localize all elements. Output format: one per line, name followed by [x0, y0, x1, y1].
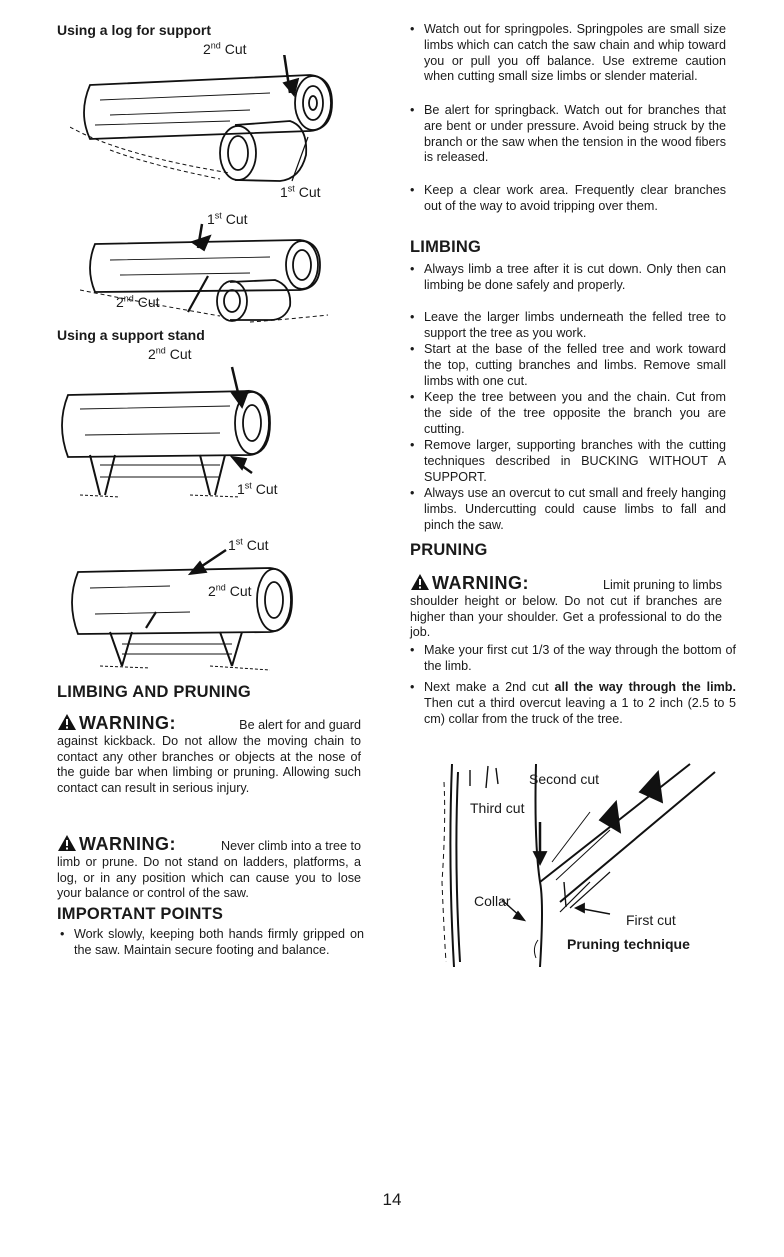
cut-word: Cut: [246, 537, 269, 553]
limbing-pruning-heading: LIMBING AND PRUNING: [57, 683, 251, 701]
ord-sup: st: [235, 536, 243, 547]
pruning-heading: PRUNING: [410, 541, 488, 559]
limbing-point: • Always limb a tree after it is cut down. Only then can limbing be done safely and properly.: [410, 262, 726, 294]
warning-text: shoulder height or below. Do not cut if branches are higher than your shoulder. Get a professional to do the job.: [410, 593, 722, 640]
ord-sup: st: [244, 480, 252, 491]
warning-title: WARNING:: [432, 573, 529, 593]
point-springpoles: • Watch out for springpoles. Springpoles are small size limbs which can catch the saw chain and whip toward you or pull you off balance. Use extreme caution when cutting small size limbs or slender material.: [410, 22, 726, 85]
ord: 1: [237, 481, 245, 497]
ord-sup: nd: [215, 582, 226, 593]
third-cut-label: Third cut: [470, 800, 525, 816]
ord: 2: [203, 41, 211, 57]
warning-lead: Limit pruning to limbs: [603, 578, 722, 592]
second-cut-label: Second cut: [529, 771, 600, 787]
limbing-point: • Start at the base of the felled tree and work toward the top, cutting branches and limbs. Remove small limbs with one cut.: [410, 342, 726, 389]
pruning-text: Then cut a third overcut leaving a 1 to 2 inch (2.5 to 5 cm) collar from the truck of the tree.: [424, 695, 736, 726]
warning-pruning: [410, 573, 722, 641]
ord: 1: [207, 211, 215, 227]
limbing-point: • Remove larger, supporting branches with the cutting techniques described in BUCKING WITHOUT A SUPPORT.: [410, 438, 726, 485]
warning-title: WARNING:: [79, 713, 176, 733]
stand-support-figure-2: [70, 548, 320, 676]
ord-sup: nd: [155, 345, 166, 356]
warning-text: against kickback. Do not allow the moving chain to contact any other branches or objects at the nose of the guide bar when limbing or pruning. Allowing such contact can result in serious injury.: [57, 733, 361, 796]
pruning-point: [410, 680, 736, 727]
ord: 2: [208, 583, 216, 599]
fig2-second-cut-label: [116, 294, 160, 310]
cut-word: Cut: [298, 184, 321, 200]
ord-sup: nd: [210, 40, 221, 51]
warning-text: limb or prune. Do not stand on ladders, platforms, a log, or in any position which can cause you to lose your balance or control of the saw.: [57, 854, 361, 901]
pruning-point: • Make your first cut 1/3 of the way through the bottom of the limb.: [410, 643, 736, 675]
warning-title: WARNING:: [79, 834, 176, 854]
log-support-figure-1: [70, 55, 340, 190]
limbing-point: • Always use an overcut to cut small and freely hanging limbs. Undercutting could cause limbs to fall and pinch the saw.: [410, 486, 726, 533]
cut-word: Cut: [229, 583, 252, 599]
stand-support-title: Using a support stand: [57, 327, 205, 343]
point-clear-area: • Keep a clear work area. Frequently clear branches out of the way to avoid tripping over them.: [410, 183, 726, 215]
page-number: 14: [382, 1190, 402, 1209]
warning-no-climbing: [57, 834, 361, 902]
fig4-second-cut-label: [208, 583, 252, 599]
ord-sup: st: [214, 210, 222, 221]
cut-word: Cut: [255, 481, 278, 497]
pruning-technique-caption: Pruning technique: [567, 936, 690, 952]
important-points-heading: IMPORTANT POINTS: [57, 905, 224, 923]
warning-kickback: [57, 713, 361, 797]
log-support-title: Using a log for support: [57, 22, 211, 38]
limbing-heading: LIMBING: [410, 238, 482, 256]
limbing-point: • Keep the tree between you and the chain. Cut from the side of the tree opposite the branch you are cutting.: [410, 390, 726, 437]
fig3-second-cut-label: [148, 346, 192, 362]
warning-icon: [57, 834, 77, 852]
first-cut-label: First cut: [626, 912, 676, 928]
warning-icon: [57, 713, 77, 731]
cut-word: Cut: [225, 211, 248, 227]
cut-word: Cut: [224, 41, 247, 57]
collar-label: Collar: [474, 893, 511, 909]
important-point: • Work slowly, keeping both hands firmly gripped on the saw. Maintain secure footing and balance.: [60, 927, 364, 959]
ord-sup: nd: [123, 293, 134, 304]
limbing-point: • Leave the larger limbs underneath the felled tree to support the tree as you work.: [410, 310, 726, 342]
pruning-text: Next make a 2nd cut: [424, 680, 555, 694]
point-springback: • Be alert for springback. Watch out for branches that are bent or under pressure. Avoid being struck by the branch or the saw when the tension in the wood fibers is released.: [410, 103, 726, 166]
cut-word: Cut: [169, 346, 192, 362]
ord: 1: [228, 537, 236, 553]
fig1-first-cut-label: [280, 184, 321, 200]
ord: 2: [148, 346, 156, 362]
ord: 1: [280, 184, 288, 200]
pruning-text-bold: all the way through the limb.: [554, 680, 736, 694]
warning-lead: Never climb into a tree to: [221, 839, 361, 853]
ord-sup: st: [287, 183, 295, 194]
warning-icon: [410, 573, 430, 591]
cut-word: Cut: [137, 294, 160, 310]
warning-lead: Be alert for and guard: [239, 718, 361, 732]
ord: 2: [116, 294, 124, 310]
fig3-first-cut-label: [237, 481, 278, 497]
